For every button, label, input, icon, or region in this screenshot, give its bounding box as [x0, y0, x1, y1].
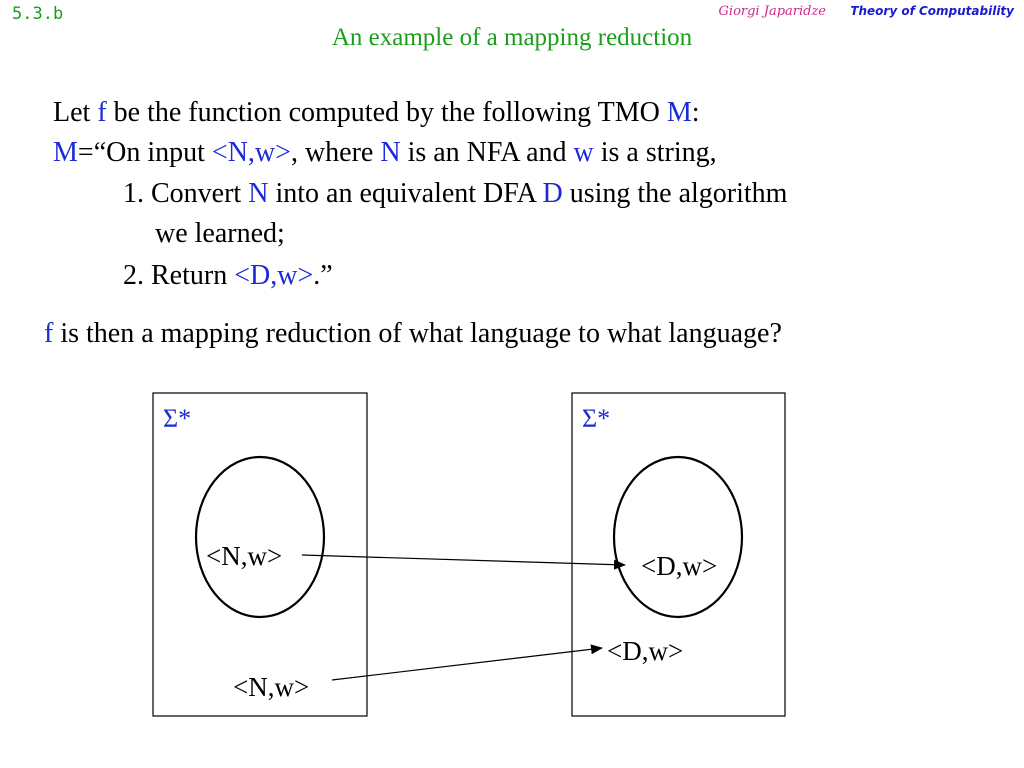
slide-number: 5.3.b: [12, 4, 64, 24]
arrow-outside-mapping: [332, 648, 602, 680]
right-language-ellipse: [614, 457, 742, 617]
line2-d: is a string,: [593, 137, 717, 168]
line3-b: into an equivalent DFA: [268, 178, 543, 209]
line2-b: , where: [290, 137, 381, 168]
M-symbol: M: [666, 97, 692, 128]
line1-mid: be the function computed by the following TMO: [106, 97, 667, 128]
question-text: is then a mapping reduction of what language to what language?: [53, 318, 782, 349]
line2-a: =“On input: [77, 137, 212, 168]
line5-b: .”: [313, 260, 333, 291]
left-language-ellipse: [196, 457, 324, 617]
line5-a: 2. Return: [123, 260, 235, 291]
M-symbol: M: [53, 137, 78, 168]
left-inside-tuple-label: <N,w>: [206, 541, 283, 571]
N-symbol: N: [248, 178, 269, 209]
line3-c: using the algorithm: [562, 178, 788, 209]
D-symbol: D: [542, 178, 563, 209]
right-inside-tuple-label: <D,w>: [641, 551, 718, 581]
line1-post: :: [691, 97, 700, 128]
w-symbol: w: [573, 137, 594, 168]
f-symbol: f: [97, 97, 107, 128]
line1-pre: Let: [53, 97, 98, 128]
output-tuple: <D,w>: [234, 260, 314, 291]
input-tuple: <N,w>: [211, 137, 291, 168]
arrow-inside-mapping: [302, 555, 625, 565]
author-name: Giorgi Japaridze: [718, 4, 826, 19]
line2-c: is an NFA and: [400, 137, 574, 168]
N-symbol: N: [380, 137, 401, 168]
right-sigma-star-label: Σ*: [582, 404, 611, 433]
line3-a: 1. Convert: [123, 178, 249, 209]
right-outside-tuple-label: <D,w>: [607, 636, 684, 666]
line4-a: we learned;: [155, 218, 285, 249]
f-symbol: f: [44, 318, 54, 349]
course-title: Theory of Computability: [850, 4, 1014, 18]
left-sigma-star-label: Σ*: [163, 404, 192, 433]
slide-title: An example of a mapping reduction: [331, 24, 693, 51]
left-outside-tuple-label: <N,w>: [233, 672, 310, 702]
